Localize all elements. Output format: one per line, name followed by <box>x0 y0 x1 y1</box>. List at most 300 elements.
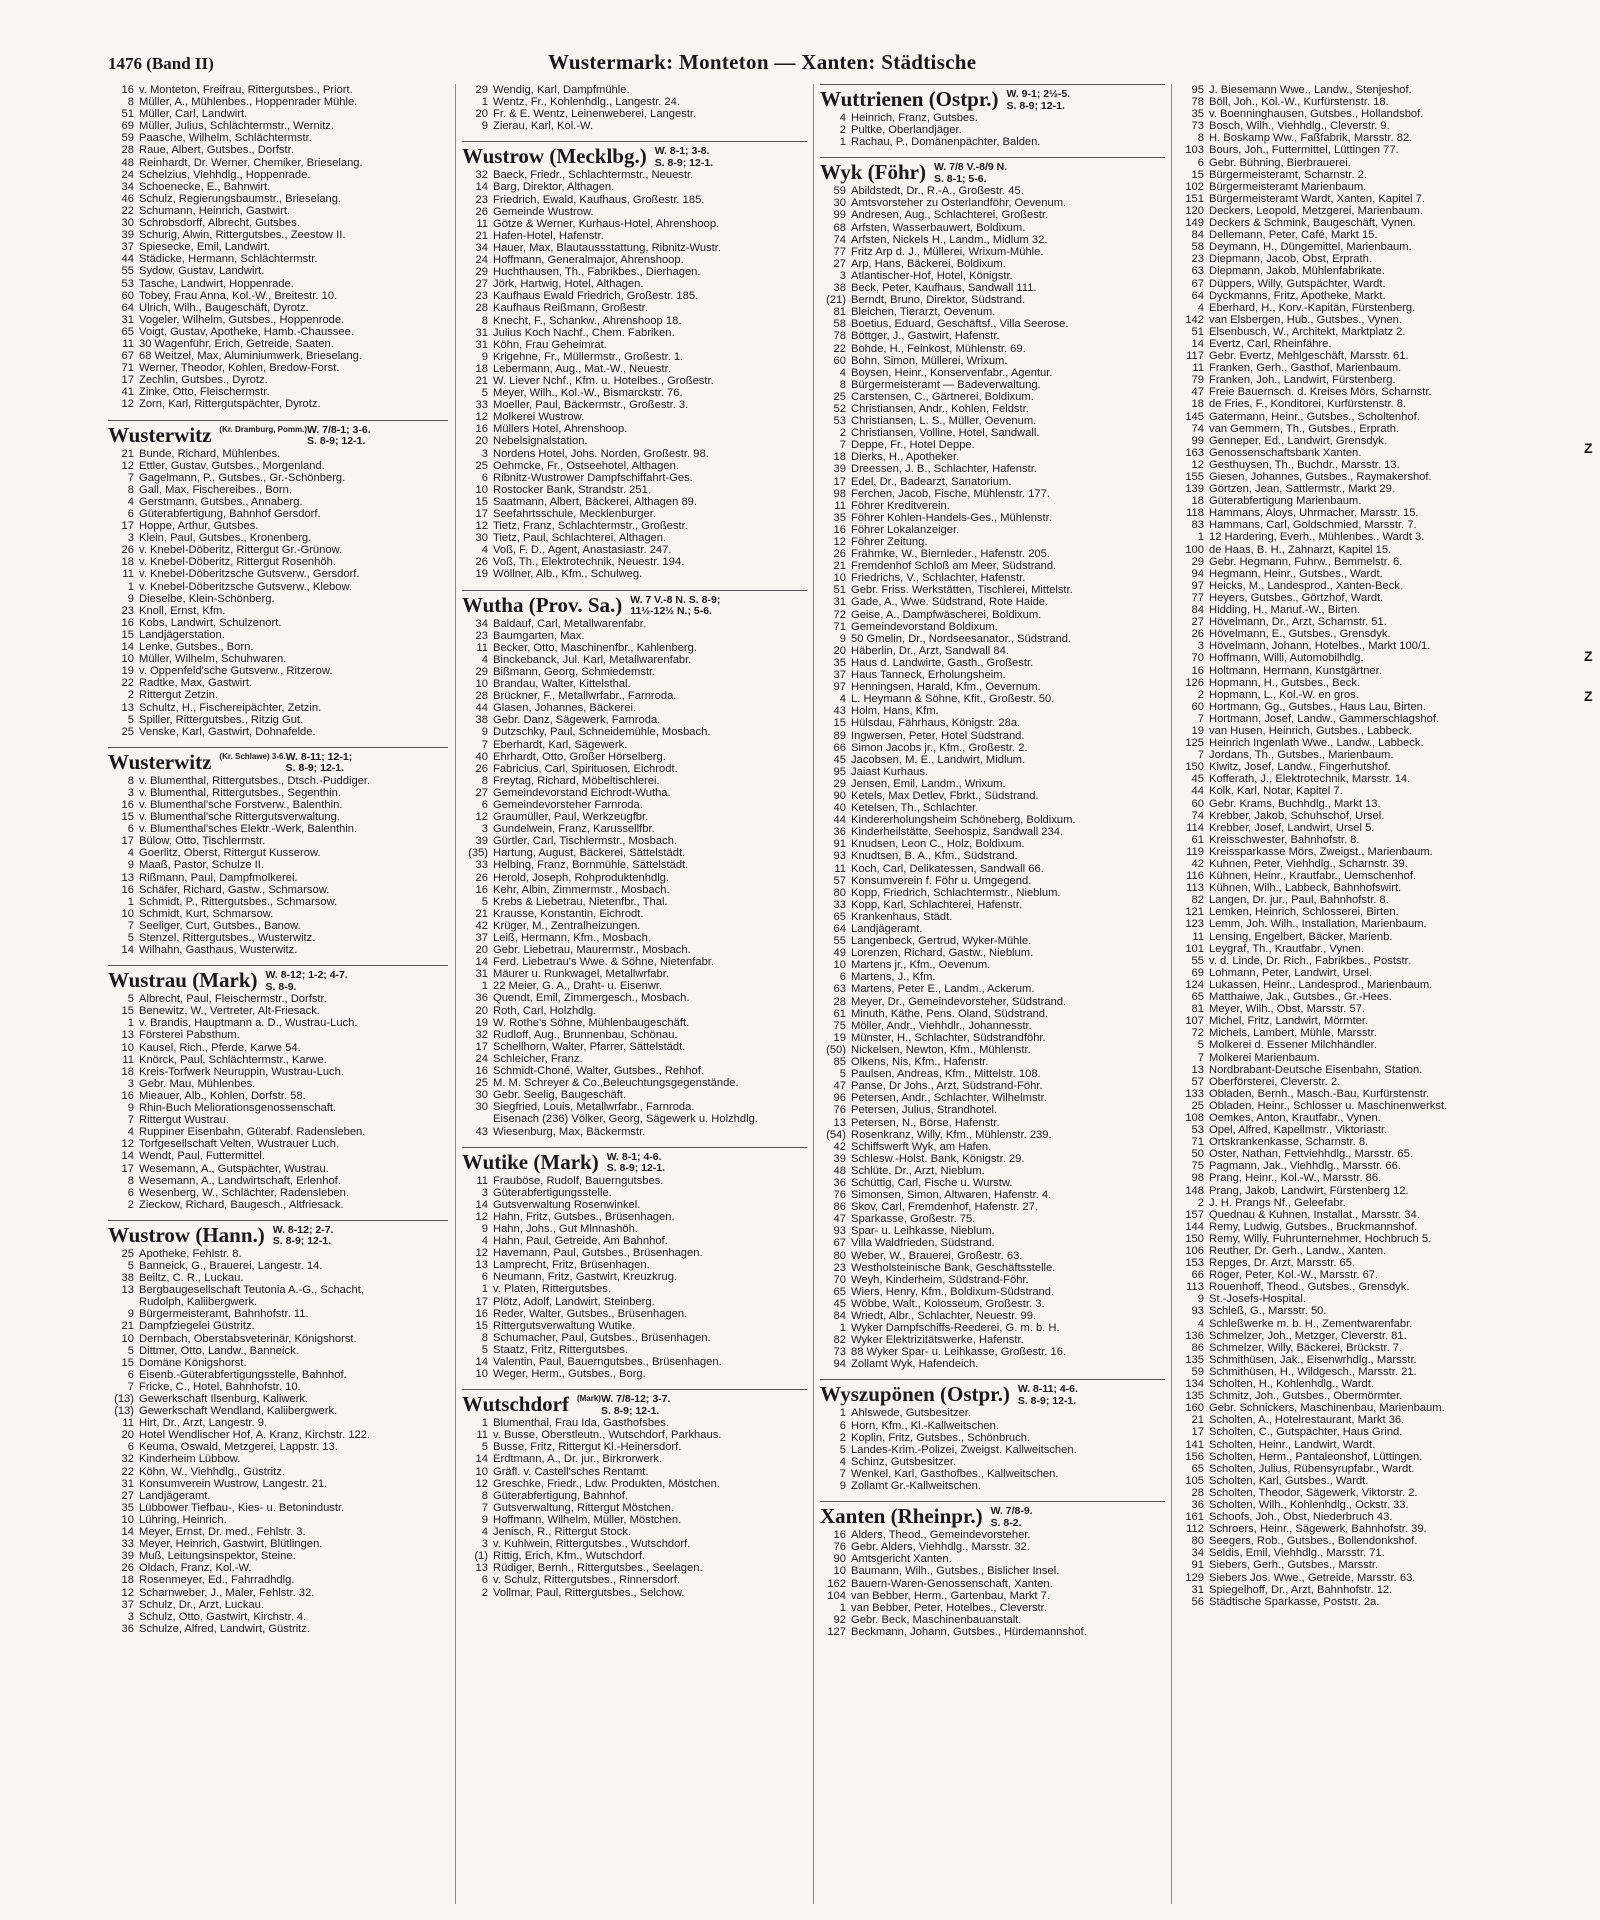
subscriber-name: Schulz, Otto, Gastwirt, Kirchstr. 4. <box>139 1610 307 1623</box>
directory-entry <box>820 705 1165 717</box>
phone-number: 12 <box>475 1210 488 1223</box>
directory-section <box>108 965 448 1211</box>
subscriber-name: Kühnen, Wilh., Labbeck, Bahnhofswirt. <box>1209 882 1402 895</box>
section-heading <box>462 1151 807 1175</box>
phone-number: 10 <box>475 678 488 691</box>
phone-number: (1) <box>474 1550 488 1563</box>
subscriber-name: Jensen, Emil, Landm., Wrixum. <box>851 777 1006 790</box>
subscriber-name: Kinderheilstätte, Seehospiz, Sandwall 234. <box>851 826 1064 839</box>
town-name: Wutike (Mark) <box>462 1149 599 1174</box>
directory-entry <box>1178 302 1518 314</box>
directory-entry <box>1178 1124 1518 1136</box>
phone-number: 14 <box>121 1526 134 1539</box>
directory-entry <box>462 908 807 920</box>
phone-number: 5 <box>127 1344 134 1357</box>
phone-number: 39 <box>121 1550 134 1563</box>
subscriber-name: Brückner, F., Metallwrfabr., Farnroda. <box>493 690 677 703</box>
phone-number: 17 <box>121 374 134 387</box>
directory-entry <box>1178 326 1518 338</box>
directory-entry <box>462 1441 807 1453</box>
directory-entry <box>462 1332 807 1344</box>
phone-number: 160 <box>1185 1402 1204 1415</box>
phone-number: 9 <box>127 592 134 605</box>
directory-entry <box>820 1044 1165 1056</box>
phone-number: 44 <box>475 702 488 715</box>
phone-number: 47 <box>1191 386 1204 399</box>
directory-entry <box>1178 640 1518 652</box>
phone-number: 18 <box>1191 398 1204 411</box>
directory-entry <box>108 1054 448 1066</box>
directory-entry <box>108 641 448 653</box>
directory-entry <box>1178 834 1518 846</box>
directory-entry <box>820 536 1165 548</box>
directory-entry <box>462 1574 807 1586</box>
phone-number: 71 <box>833 620 846 633</box>
directory-entry <box>108 1308 448 1320</box>
phone-number: 14 <box>475 1356 488 1368</box>
phone-number: 5 <box>1197 1039 1204 1052</box>
phone-number: 19 <box>121 665 134 678</box>
subscriber-name: Bürgermeisteramt Marienbaum. <box>1209 180 1367 193</box>
subscriber-name: J. Biesemann Wwe., Landw., Stenjeshof. <box>1209 84 1412 96</box>
directory-entry <box>462 859 807 871</box>
phone-number: 19 <box>1191 724 1204 737</box>
directory-entry <box>820 1553 1165 1565</box>
subscriber-name: Edel, Dr., Badearzt, Sanatorium. <box>851 475 1012 488</box>
town-name: Wusterwitz <box>108 422 212 447</box>
subscriber-name: Ulrich, Wilh., Baugeschäft, Dyrotz. <box>139 301 309 314</box>
directory-section <box>462 1147 807 1381</box>
directory-entry <box>462 751 807 763</box>
edge-mark: Z <box>1584 688 1593 704</box>
subscriber-name: Lohmann, Peter, Landwirt, Ursel. <box>1209 966 1372 979</box>
phone-number: 2 <box>481 1586 488 1599</box>
subscriber-name: v. Knebel-Döberitzsche Gutsverw., Gersdorf. <box>139 568 360 581</box>
subscriber-name: Dellemann, Peter, Café, Markt 15. <box>1209 229 1378 242</box>
phone-number: 12 <box>121 459 134 472</box>
directory-entry <box>1178 773 1518 785</box>
directory-entry <box>1178 1245 1518 1257</box>
directory-entry <box>1178 665 1518 677</box>
subscriber-name: Carstensen, C., Gärtnerei, Boldixum. <box>851 390 1034 403</box>
subscriber-name: Bürgermeisteramt, Bahnhofstr. 11. <box>139 1308 309 1321</box>
subscriber-name: Schoenecke, E., Bahnwirt. <box>139 180 271 193</box>
subscriber-name: Schmelzer, Joh., Metzger, Cleverstr. 81. <box>1209 1329 1407 1342</box>
subscriber-name: W. Rothe's Söhne, Mühlenbaugeschäft. <box>493 1016 690 1029</box>
subscriber-name: Kolk, Karl, Notar, Kapitel 7. <box>1209 785 1343 798</box>
phone-number: 3 <box>127 532 134 545</box>
phone-number: 108 <box>1185 1111 1204 1124</box>
directory-entry <box>1178 411 1518 423</box>
subscriber-name: Gräfl. v. Castell'sches Rentamt. <box>493 1465 649 1478</box>
subscriber-name: v. Oppenfeld'sche Gutsverw., Ritzerow. <box>139 665 333 678</box>
phone-number: 72 <box>1191 1027 1204 1040</box>
phone-number: 97 <box>833 681 846 694</box>
directory-entry <box>108 1333 448 1345</box>
directory-entry <box>108 1029 448 1041</box>
phone-number: 21 <box>475 374 488 387</box>
subscriber-name: Greschke, Friedr., Ldw. Produkten, Möstchen. <box>493 1477 720 1490</box>
subscriber-name: Wentz, Fr., Kohlenhdlg., Langestr. 24. <box>493 96 680 109</box>
directory-entry <box>108 1623 448 1635</box>
subscriber-name: Bauern-Waren-Genossenschaft, Xanten. <box>851 1577 1053 1590</box>
subscriber-name: Wiers, Henry, Kfm., Boldixum-Südstrand. <box>851 1285 1055 1298</box>
subscriber-name: Güterabfertigung, Bahnhof. <box>493 1489 628 1502</box>
phone-number: 124 <box>1185 978 1204 991</box>
phone-number: 100 <box>1185 543 1204 556</box>
subscriber-name: Görtzen, Jean, Sattlermstr., Markt 29. <box>1209 483 1395 496</box>
phone-number: 7 <box>1197 1051 1204 1064</box>
directory-entry <box>820 560 1165 572</box>
phone-number: 11 <box>476 1429 488 1442</box>
phone-number: 1 <box>127 1017 134 1030</box>
phone-number: 18 <box>121 1574 134 1587</box>
phone-number: 7 <box>481 1501 488 1514</box>
phone-number: 4 <box>481 653 488 666</box>
subscriber-name: Kaufhaus Reißmann, Großestr. <box>493 302 648 315</box>
directory-entry <box>1178 858 1518 870</box>
directory-entry <box>462 1550 807 1562</box>
phone-number: 42 <box>833 1140 846 1153</box>
subscriber-name: van Husen, Heinrich, Gutsbes., Labbeck. <box>1209 724 1413 737</box>
directory-entry <box>820 1480 1165 1492</box>
directory-entry <box>820 1468 1165 1480</box>
subscriber-name: 30 Wagenführ, Erich, Getreide, Saaten. <box>139 337 334 350</box>
directory-entry <box>820 330 1165 342</box>
directory-entry <box>462 1113 807 1125</box>
directory-entry <box>1178 1547 1518 1559</box>
phone-number: 101 <box>1185 942 1204 955</box>
directory-entry <box>108 217 448 229</box>
subscriber-name: Gebr. Hegmann, Fuhrw., Bemmelstr. 6. <box>1209 555 1403 568</box>
directory-entry <box>108 714 448 726</box>
phone-number: 60 <box>1191 700 1204 713</box>
directory-entry <box>108 581 448 593</box>
phone-number: 9 <box>127 1308 134 1321</box>
subscriber-name: Hopmann, H., Gutsbes., Beck. <box>1209 676 1361 689</box>
subscriber-name: Deymann, H., Düngemittel, Marienbaum. <box>1209 241 1412 254</box>
phone-number: 1 <box>839 1322 846 1335</box>
phone-number: 8 <box>481 774 488 787</box>
phone-number: 6 <box>481 1271 488 1284</box>
phone-number: 7 <box>127 1114 134 1127</box>
phone-number: 3 <box>481 1538 488 1551</box>
subscriber-name: Kaufhaus Ewald Friedrich, Großestr. 185. <box>493 290 699 303</box>
phone-number: 63 <box>1191 265 1204 278</box>
directory-entry <box>462 278 807 290</box>
subscriber-name: Minuth, Käthe, Pens. Oland, Südstrand. <box>851 1007 1049 1020</box>
directory-entry <box>820 826 1165 838</box>
phone-number: 18 <box>121 1065 134 1078</box>
phone-number: 15 <box>475 1319 488 1332</box>
phone-number: 31 <box>121 313 134 326</box>
directory-entry <box>462 218 807 230</box>
subscriber-name: Ettler, Gustav, Gutsbes., Morgenland. <box>139 459 325 472</box>
subscriber-name: Schmidt, Kurt, Schmarsow. <box>139 907 274 920</box>
directory-entry <box>108 1090 448 1102</box>
directory-entry <box>1178 1015 1518 1027</box>
phone-number: 43 <box>833 705 846 718</box>
directory-entry <box>462 1077 807 1089</box>
directory-entry <box>108 1187 448 1199</box>
directory-entry <box>462 726 807 738</box>
directory-entry <box>1178 701 1518 713</box>
phone-number: 17 <box>1191 1426 1204 1439</box>
subscriber-name: Hövelmann, Johann, Hotelbes., Markt 100/1. <box>1209 640 1431 653</box>
subscriber-name: Beckmann, Johann, Gutsbes., Hürdemannshof. <box>851 1625 1087 1638</box>
subscriber-name: Gall, Max, Fischereibes., Born. <box>139 483 292 496</box>
directory-entry <box>820 1262 1165 1274</box>
phone-number: 1 <box>839 1601 846 1614</box>
phone-number: 162 <box>827 1577 846 1590</box>
phone-number: 36 <box>475 992 488 1005</box>
phone-number: 23 <box>121 604 134 617</box>
directory-entry <box>820 584 1165 596</box>
directory-entry <box>462 980 807 992</box>
phone-number: 31 <box>475 968 488 981</box>
phone-number: 11 <box>122 1053 134 1066</box>
directory-entry <box>462 544 807 556</box>
subscriber-name: Molkerei Wustrow. <box>493 411 585 424</box>
phone-number: 35 <box>833 656 846 669</box>
subscriber-name: H. Boskamp Ww., Faßfabrik, Marsstr. 82. <box>1209 132 1413 145</box>
phone-number: 113 <box>1186 1281 1204 1294</box>
subscriber-name: Hopmann, L., Kol.-W. en gros. <box>1209 688 1359 701</box>
directory-entry <box>462 339 807 351</box>
subscriber-name: Ribnitz-Wustrower Dampfschiffahrt-Ges. <box>493 471 693 484</box>
subscriber-name: Andresen, Aug., Schlachterei, Großestr. <box>851 209 1049 222</box>
phone-number: 20 <box>475 944 488 957</box>
subscriber-name: Radtke, Max, Gastwirt. <box>139 677 253 690</box>
phone-number: 26 <box>1191 628 1204 641</box>
subscriber-name: Obladen, Bernh., Masch.-Bau, Kurfürstenstr. <box>1209 1087 1430 1100</box>
phone-number: 5 <box>839 1068 846 1081</box>
directory-entry <box>820 609 1165 621</box>
phone-number: 59 <box>1191 1365 1204 1378</box>
directory-entry <box>820 621 1165 633</box>
phone-number: 6 <box>839 1419 846 1432</box>
subscriber-name: Gemeindevorsteher Farnroda. <box>493 798 643 811</box>
phone-number: 10 <box>121 907 134 920</box>
subscriber-name: Siebers, Gerh., Gutsbes., Marsstr. <box>1209 1559 1379 1572</box>
directory-entry <box>1178 882 1518 894</box>
directory-entry <box>462 399 807 411</box>
phone-number: 84 <box>1191 604 1204 617</box>
phone-number: 51 <box>121 108 134 121</box>
subscriber-name: Landes-Krim.-Polizei, Zweigst. Kallweitschen. <box>851 1443 1077 1456</box>
phone-number: 1 <box>481 1283 488 1296</box>
directory-entry <box>1178 1475 1518 1487</box>
subscriber-name: Schurig, Alwin, Rittergutsbes., Zeestow II. <box>139 229 346 242</box>
directory-entry <box>820 1322 1165 1334</box>
town-name: Wustrow (Mecklbg.) <box>462 144 647 169</box>
phone-number: 157 <box>1185 1208 1204 1221</box>
phone-number: 9 <box>839 632 846 645</box>
subscriber-name: Güterabfertigung, Bahnhof Gersdorf. <box>139 508 321 520</box>
subscriber-name: Kopp, Karl, Schlachterei, Hafenstr. <box>851 898 1023 911</box>
subscriber-name: Meyer, Heinrich, Gastwirt, Blütlingen. <box>139 1538 323 1551</box>
phone-number: 71 <box>1191 1136 1204 1149</box>
subscriber-name: Scholten, Theodor, Sägewerk, Viktorstr. 2. <box>1209 1486 1418 1499</box>
phone-number: 2 <box>839 1431 846 1444</box>
town-name: Wustrau (Mark) <box>108 968 258 993</box>
subscriber-name: Rhin-Buch Meliorationsgenossenschaft. <box>139 1102 337 1115</box>
directory-entry <box>820 112 1165 124</box>
subscriber-name: Holm, Hans, Kfm. <box>851 705 939 718</box>
subscriber-name: Baeck, Friedr., Schlachtermstr., Neuestr. <box>493 169 694 182</box>
subscriber-name: Gesthuysen, Th., Buchdr., Marsstr. 13. <box>1209 458 1400 471</box>
directory-entry <box>462 460 807 472</box>
subscriber-name: Wiesenburg, Max, Bäckermstr. <box>493 1125 646 1138</box>
phone-number: 31 <box>475 338 488 351</box>
directory-entry <box>462 556 807 568</box>
subscriber-name: Seldis, Emil, Viehhdlg., Marsstr. 71. <box>1209 1547 1385 1560</box>
directory-entry <box>108 1260 448 1272</box>
directory-entry <box>1178 265 1518 277</box>
phone-number: 4 <box>839 693 846 706</box>
directory-entry <box>108 205 448 217</box>
phone-number: 2 <box>127 1198 134 1211</box>
phone-number: 11 <box>476 217 488 230</box>
directory-entry <box>108 132 448 144</box>
subscriber-name: Eberhardt, Karl, Sägewerk. <box>493 738 628 751</box>
subscriber-name: v. Brandis, Hauptmann a. D., Wustrau-Luch. <box>139 1017 358 1030</box>
subscriber-name: Bosch, Wilh., Viehhdlg., Cleverstr. 9. <box>1209 120 1390 133</box>
directory-entry <box>1178 1076 1518 1088</box>
phone-number: 70 <box>833 1273 846 1286</box>
directory-entry <box>820 814 1165 826</box>
directory-entry <box>462 230 807 242</box>
phone-number: 4 <box>1197 301 1204 314</box>
phone-number: 16 <box>121 798 134 811</box>
office-hours: W. 7/8-1; 3-6. S. 8-9; 12-1. <box>307 423 371 448</box>
phone-number: 29 <box>833 777 846 790</box>
subscriber-name: Kopp, Friedrich, Schlachtermstr., Nieblum. <box>851 886 1061 899</box>
directory-entry <box>462 811 807 823</box>
column-divider <box>455 84 456 1904</box>
directory-section <box>108 84 448 411</box>
subscriber-name: Klein, Paul, Gutsbes., Kronenberg. <box>139 532 312 545</box>
subscriber-name: v. Kuhlwein, Rittergutsbes., Wutschdorf. <box>493 1538 691 1551</box>
subscriber-name: Wenkel, Karl, Gasthofbes., Kallweitschen. <box>851 1467 1059 1480</box>
subscriber-name: v. Blumenthal'sches Elektr.-Werk, Balenthin. <box>139 823 358 836</box>
directory-entry <box>108 1163 448 1175</box>
subscriber-name: Krebber, Josef, Landwirt, Ursel 5. <box>1209 821 1375 834</box>
subscriber-name: Panse, Dr Johs., Arzt, Südstrand-Föhr. <box>851 1080 1043 1093</box>
subscriber-name: Hafen-Hotel, Hafenstr. <box>493 229 604 242</box>
subscriber-name: Hahn, Johs., Gut Mlnnashöh. <box>493 1222 638 1235</box>
directory-entry <box>820 693 1165 705</box>
town-name: Wuttrienen (Ostpr.) <box>820 87 999 111</box>
directory-entry <box>1178 495 1518 507</box>
phone-number: 3 <box>481 447 488 460</box>
subscriber-name: Müller, Carl, Landwirt. <box>139 108 248 121</box>
directory-entry <box>1178 205 1518 217</box>
phone-number: 11 <box>1192 362 1204 375</box>
directory-entry <box>108 653 448 665</box>
phone-number: 59 <box>121 132 134 145</box>
phone-number: 4 <box>1197 1317 1204 1330</box>
subscriber-name: Krigehne, Fr., Müllermstr., Großestr. 1. <box>493 350 684 363</box>
directory-entry <box>462 96 807 108</box>
phone-number: 37 <box>121 241 134 254</box>
phone-number: 1 <box>127 895 134 908</box>
phone-number: 65 <box>833 1285 846 1298</box>
directory-entry <box>1178 447 1518 459</box>
subscriber-name: Vogeler, Wilhelm, Gutsbes., Hoppenrode. <box>139 313 345 326</box>
phone-number: 16 <box>833 1529 846 1542</box>
directory-entry <box>820 234 1165 246</box>
directory-entry <box>462 654 807 666</box>
subscriber-name: Kinderheim Lübbow. <box>139 1453 241 1466</box>
phone-number: 106 <box>1185 1245 1204 1257</box>
phone-number: 60 <box>121 289 134 302</box>
phone-number: 9 <box>127 1102 134 1115</box>
subscriber-name: Tietz, Franz, Schlachtermstr., Großestr. <box>493 520 688 533</box>
phone-number: 17 <box>833 475 846 488</box>
subscriber-name: Gebr. Friss. Werkstätten, Tischlerei, Mittelstr. <box>851 584 1073 597</box>
phone-number: 53 <box>121 277 134 290</box>
directory-entry <box>462 1453 807 1465</box>
phone-number: 9 <box>481 120 488 133</box>
subscriber-name: Oemkes, Anton, Krautfabr., Vynen. <box>1209 1111 1381 1124</box>
phone-number: 58 <box>833 318 846 331</box>
phone-number: 61 <box>833 1007 846 1020</box>
directory-entry <box>462 1029 807 1041</box>
phone-number: 16 <box>475 1065 488 1078</box>
subscriber-name: Scharnweber, J., Maler, Fehlstr. 32. <box>139 1586 315 1599</box>
directory-entry <box>462 1514 807 1526</box>
directory-entry <box>820 282 1165 294</box>
directory-entry <box>462 532 807 544</box>
subscriber-name: Molkerei Marienbaum. <box>1209 1051 1320 1064</box>
subscriber-name: Boysen, Heinr., Konservenfabr., Agentur. <box>851 366 1053 379</box>
directory-entry <box>108 932 448 944</box>
directory-entry <box>1178 628 1518 640</box>
phone-number: 40 <box>475 750 488 763</box>
directory-entry <box>1178 1414 1518 1426</box>
subscriber-name: Föhrer Kreditverein. <box>851 499 950 512</box>
directory-entry <box>1178 1305 1518 1317</box>
phone-number: 30 <box>475 1101 488 1114</box>
subscriber-name: Zollamt Gr.-Kallweitschen. <box>851 1480 981 1493</box>
phone-number: 18 <box>121 556 134 569</box>
directory-entry <box>108 253 448 265</box>
phone-number: 14 <box>475 181 488 194</box>
phone-number: 32 <box>475 1028 488 1041</box>
phone-number: 31 <box>1191 1583 1204 1596</box>
phone-number: 39 <box>833 463 846 476</box>
phone-number: 33 <box>833 898 846 911</box>
subscriber-name: Tasche, Landwirt, Hoppenrade. <box>139 277 294 290</box>
directory-entry <box>820 923 1165 935</box>
district-label: (Kr. Schlawe) 3-6. <box>219 751 286 761</box>
phone-number: 80 <box>833 886 846 899</box>
subscriber-name: Meyer, Wilh., Kol.-W., Bismarckstr. 76. <box>493 387 683 400</box>
subscriber-name: Werner, Theodor, Kohlen, Bredow-Forst. <box>139 362 340 375</box>
subscriber-name: Valentin, Paul, Bauerngutsbes., Brüsenhagen. <box>493 1356 722 1368</box>
section-heading <box>462 1393 807 1417</box>
phone-number: 2 <box>839 427 846 440</box>
phone-number: 4 <box>481 1526 488 1539</box>
phone-number: 67 <box>121 350 134 363</box>
phone-number: 16 <box>833 523 846 536</box>
subscriber-name: Seefahrtsschule, Mecklenburger. <box>493 508 656 520</box>
directory-entry <box>462 884 807 896</box>
subscriber-name: Müller, A., Mühlenbes., Hoppenrader Mühle. <box>139 96 358 109</box>
subscriber-name: v. Blumenthal'sche Forstverw., Balenthin. <box>139 798 343 811</box>
phone-number: 70 <box>1191 652 1204 665</box>
